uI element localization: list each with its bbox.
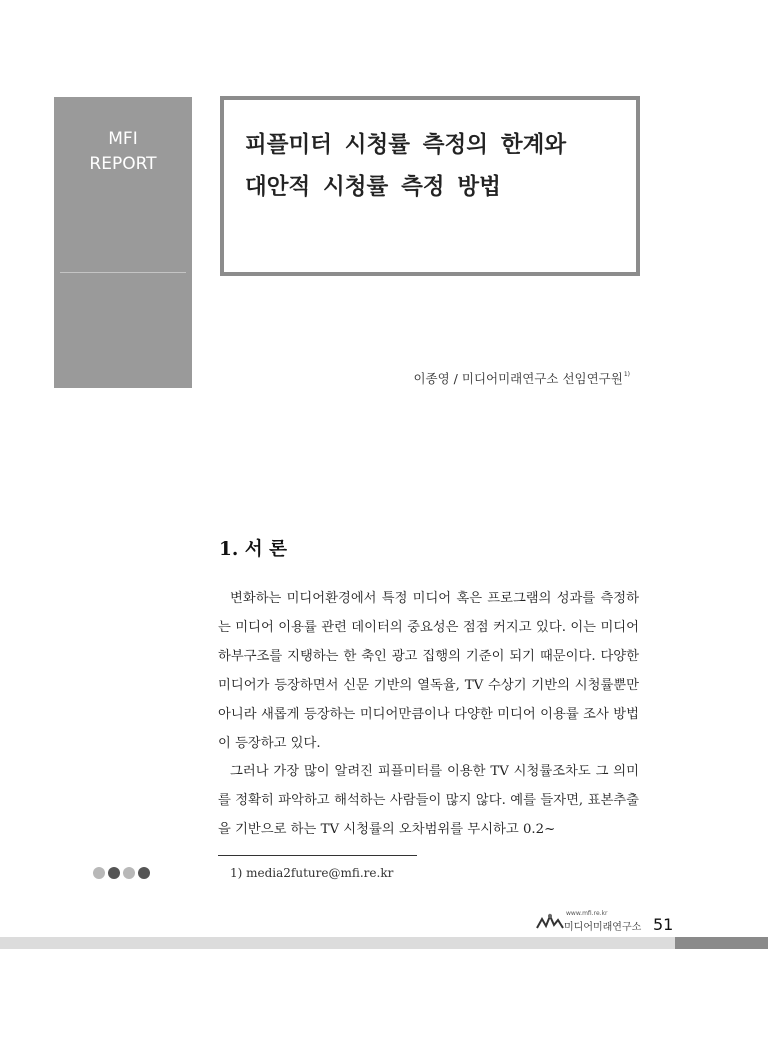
footer-bar-light (0, 937, 675, 949)
title-box (220, 96, 640, 276)
institute-logo (536, 910, 648, 932)
paragraph: 변화하는 미디어환경에서 특정 미디어 혹은 프로그램의 성과를 측정하는 미디어 이용률 관련 데이터의 중요성은 점점 커지고 있다. 이는 미디어 하부구조를 지탱하는 한 축인 광고 집행의 기준이 되기 때문이다. 다양한 미디어가 등장하면서 신문 기반의 열독율, TV 수상기 기반의 시청률뿐만 아니라 새롭게 등장하는 미디어만큼이나 다양한 미디어 이용률 조사 방법이 등장하고 있다. (218, 591, 639, 751)
article-title: 피플미터 시청률 측정의 한계와 대안적 시청률 측정 방법 (245, 132, 567, 200)
logo-name: 미디어미래연구소 (564, 922, 642, 933)
report-label: MFI REPORT (89, 129, 157, 174)
dot-icon (93, 867, 105, 879)
footnote: 1) media2future@mfi.re.kr (230, 866, 394, 880)
section-heading: 1. 서 론 (219, 539, 287, 560)
author-footnote-ref: 1) (623, 371, 630, 378)
dot-icon (123, 867, 135, 879)
side-panel (54, 97, 192, 388)
dot-icon (108, 867, 120, 879)
footnote-divider (218, 855, 417, 856)
author-line (413, 369, 630, 387)
author-text: 이종영 / 미디어미래연구소 선임연구원 (413, 371, 623, 386)
side-divider (60, 272, 186, 273)
paragraph: 그러나 가장 많이 알려진 피플미터를 이용한 TV 시청률조차도 그 의미를 정확히 파악하고 해석하는 사람들이 많지 않다. 예를 들자면, 표본추출을 기반으로 하는 TV 시청률의 오차범위를 무시하고 0.2~ (218, 764, 639, 838)
page-number: 51 (653, 915, 674, 934)
footer-bar-dark (675, 937, 768, 949)
body-text (218, 585, 639, 845)
logo-url: www.mfi.re.kr (566, 910, 608, 917)
logo-mark-icon (536, 912, 564, 932)
dot-icon (138, 867, 150, 879)
